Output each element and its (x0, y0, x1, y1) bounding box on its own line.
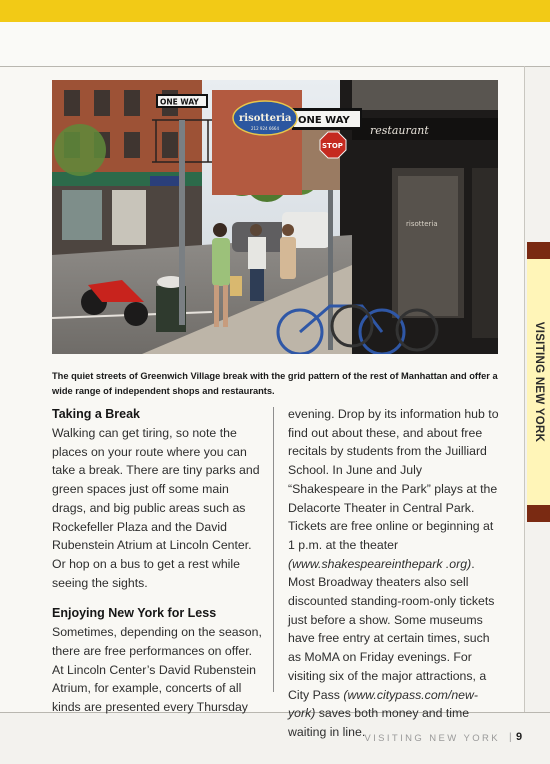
right-column (288, 405, 500, 742)
stop-sign (320, 132, 346, 158)
svg-text:212 924 6664: 212 924 6664 (251, 126, 279, 131)
heading-taking-a-break: Taking a Break (52, 407, 141, 421)
margin-rule (524, 66, 525, 713)
text-part-1: evening. Drop by its information hub to find out about these, and about free recitals by students from the Juilliard School. In June and July “Shakespeare in the Park” plays at the Delacorte Theater in Central Park. Tickets are free online or beginning at 1 p.m. at the theater (288, 407, 499, 552)
risotteria-sign (233, 101, 297, 135)
street-photo (52, 80, 498, 354)
left-column (52, 405, 262, 717)
footer-separator: | (509, 732, 512, 743)
one-way-sign-left (156, 94, 208, 108)
paragraph-taking-a-break: Walking can get tiring, so note the places on your route where you can take a break. There are tiny parks and green spaces just off some main drags, and big public areas such as Rockefeller Plaza and the David Rubenstein Atrium at Lincoln Center. Or hop on a bus to get a rest while seeing the sights. (52, 426, 260, 590)
link-citypass[interactable]: (www.citypass.com/new-york) (288, 687, 478, 721)
page-number: 9 (516, 731, 523, 743)
text-part-3: saves both money and time waiting in line. (288, 706, 470, 739)
section-side-tab (527, 242, 550, 522)
heading-enjoying-for-less: Enjoying New York for Less (52, 606, 217, 621)
photo-caption: The quiet streets of Greenwich Village break with the grid pattern of the rest of Manhattan and offer a wide range of independent shops and restaurants. (52, 371, 498, 397)
svg-text:risotteria: risotteria (239, 113, 292, 124)
door-lettering: risotteria (406, 220, 438, 228)
header-accent-bar (0, 0, 550, 22)
paragraph-continued (288, 405, 500, 742)
svg-text:ONE WAY: ONE WAY (160, 97, 199, 107)
page-header (0, 22, 550, 66)
paragraph-enjoying-for-less: Sometimes, depending on the season, there are free performances on offer. At Lincoln Center’s David Rubenstein Atrium, for example, concerts of all kinds are presented every Thursday (52, 625, 262, 715)
svg-text:STOP: STOP (322, 142, 343, 150)
column-divider (273, 407, 274, 692)
one-way-sign-right (292, 108, 362, 130)
text-part-2: . Most Broadway theaters also sell discounted standing-room-only tickets just before a show. Some museums have free entry at certain times, such as MoMA on Friday evenings. For visiting six of the major attractions, a City Pass (288, 556, 495, 702)
footer-section-label: VISITING NEW YORK (364, 733, 500, 744)
side-tab-label: VISITING NEW YORK (532, 321, 545, 443)
link-shakespeare[interactable]: (www.shakespeareinthepark .org) (288, 556, 472, 571)
restaurant-sign: restaurant (370, 124, 429, 137)
svg-text:ONE WAY: ONE WAY (298, 115, 350, 126)
